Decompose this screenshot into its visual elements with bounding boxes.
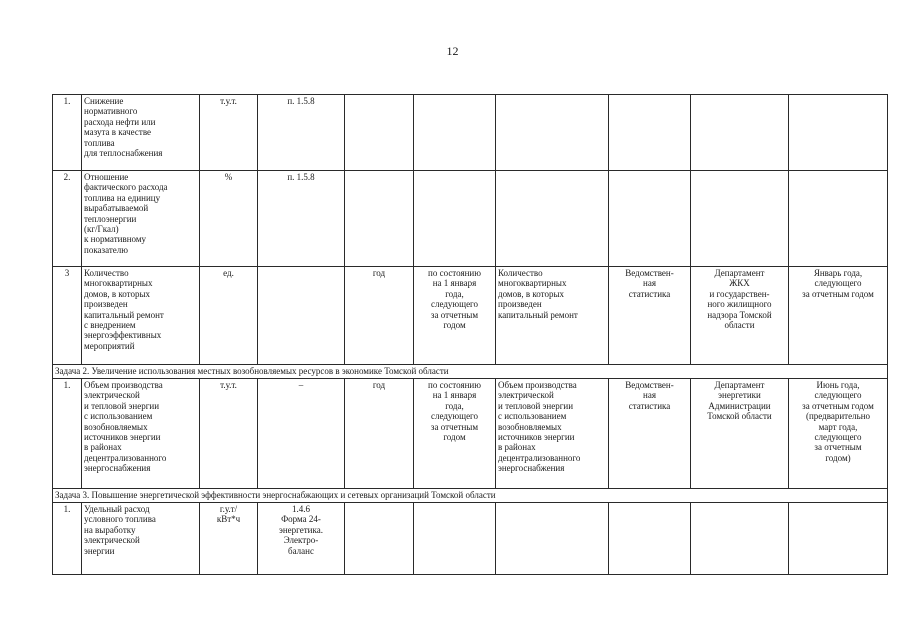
responsible-org: Департамент энергетики Администрации Томской области: [691, 379, 789, 489]
indicator-name: Снижение нормативного расхода нефти или мазута в качестве топлива для теплоснабжения: [82, 95, 200, 171]
table-row: [53, 95, 888, 171]
periodicity: [345, 503, 414, 575]
time-characteristic: по состоянию на 1 января года, следующего за отчетным годом: [414, 267, 496, 365]
row-number: 1.: [53, 503, 82, 575]
row-number: 1.: [53, 379, 82, 489]
indicators-table: [52, 94, 888, 575]
deadline: Январь года, следующего за отчетным годом: [789, 267, 888, 365]
task-heading-row: [53, 489, 888, 503]
page-number: 12: [446, 44, 459, 58]
responsible-org: [691, 95, 789, 171]
calculation-basis: [496, 503, 609, 575]
reference: [258, 267, 345, 365]
indicator-name: Количество многоквартирных домов, в которых произведен капитальный ремонт с внедрением энергоэффективных мероприятий: [82, 267, 200, 365]
time-characteristic: [414, 171, 496, 267]
row-number: 1.: [53, 95, 82, 171]
time-characteristic: [414, 503, 496, 575]
unit: %: [200, 171, 258, 267]
table-row: [53, 503, 888, 575]
responsible-org: [691, 503, 789, 575]
deadline: [789, 95, 888, 171]
reference: п. 1.5.8: [258, 95, 345, 171]
table-row: [53, 379, 888, 489]
calculation-basis: [496, 95, 609, 171]
data-source: [609, 95, 691, 171]
row-number: 3: [53, 267, 82, 365]
time-characteristic: [414, 95, 496, 171]
row-number: 2.: [53, 171, 82, 267]
data-source: [609, 171, 691, 267]
calculation-basis: Объем производства электрической и тепловой энергии с использованием возобновляемых источников энергии в районах децентрализованного энергоснабжения: [496, 379, 609, 489]
data-source: Ведомствен- ная статистика: [609, 267, 691, 365]
deadline: Июнь года, следующего за отчетным годом (предварительно март года, следующего за отчетным годом): [789, 379, 888, 489]
periodicity: год: [345, 267, 414, 365]
task-3-heading: Задача 3. Повышение энергетической эффективности энергоснабжающих и сетевых организаций Томской области: [53, 489, 888, 503]
periodicity: [345, 171, 414, 267]
table-row: [53, 267, 888, 365]
responsible-org: [691, 171, 789, 267]
indicator-name: Объем производства электрической и тепловой энергии с использованием возобновляемых источников энергии в районах децентрализованного энергоснабжения: [82, 379, 200, 489]
table-row: [53, 171, 888, 267]
indicator-name: Удельный расход условного топлива на выработку электрической энергии: [82, 503, 200, 575]
data-source: Ведомствен- ная статистика: [609, 379, 691, 489]
unit: т.у.т.: [200, 95, 258, 171]
indicator-name: Отношение фактического расхода топлива на единицу вырабатываемой теплоэнергии (кг/Гкал) к нормативному показателю: [82, 171, 200, 267]
reference: –: [258, 379, 345, 489]
time-characteristic: по состоянию на 1 января года, следующего за отчетным годом: [414, 379, 496, 489]
task-2-heading: Задача 2. Увеличение использования местных возобновляемых ресурсов в экономике Томской области: [53, 365, 888, 379]
data-source: [609, 503, 691, 575]
unit: г.у.т/ кВт*ч: [200, 503, 258, 575]
calculation-basis: Количество многоквартирных домов, в которых произведен капитальный ремонт: [496, 267, 609, 365]
unit: ед.: [200, 267, 258, 365]
responsible-org: Департамент ЖКХ и государствен- ного жилищного надзора Томской области: [691, 267, 789, 365]
periodicity: [345, 95, 414, 171]
task-heading-row: [53, 365, 888, 379]
unit: т.у.т.: [200, 379, 258, 489]
reference: п. 1.5.8: [258, 171, 345, 267]
calculation-basis: [496, 171, 609, 267]
reference: 1.4.6 Форма 24- энергетика. Электро- баланс: [258, 503, 345, 575]
deadline: [789, 503, 888, 575]
deadline: [789, 171, 888, 267]
periodicity: год: [345, 379, 414, 489]
